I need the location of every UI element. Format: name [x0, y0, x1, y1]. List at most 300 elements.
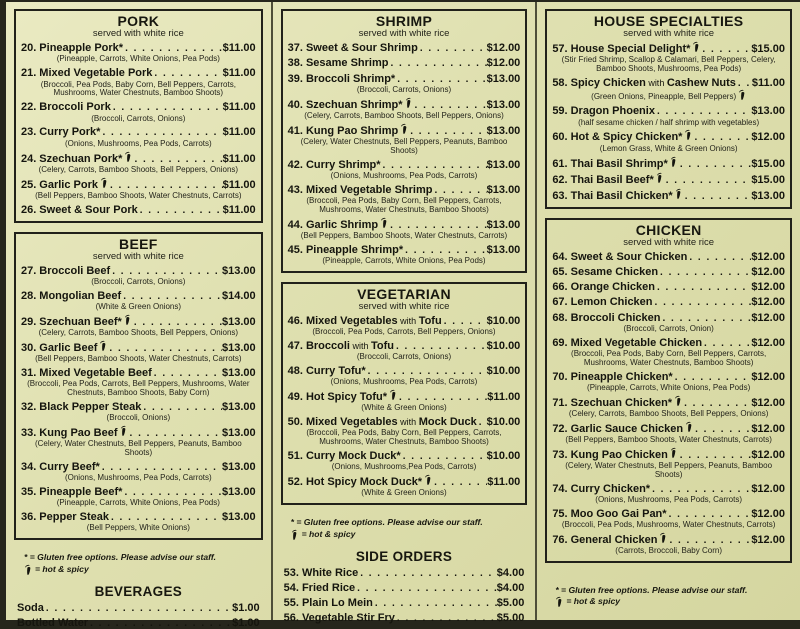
dot-leader: [132, 317, 222, 328]
item-name: Szechuan Beef*: [39, 316, 122, 329]
menu-item: [552, 105, 785, 117]
menu-item: [288, 218, 521, 231]
dot-leader: [394, 341, 487, 352]
item-description: (Pineapple, Carrots, White Onions, Pea Pods): [322, 255, 486, 265]
menu-item: [552, 42, 785, 55]
dot-leader: [477, 417, 487, 428]
menu-item: [552, 483, 785, 495]
item-price: $13.00: [486, 218, 521, 231]
dot-leader: [141, 402, 222, 413]
menu-item: [21, 67, 256, 79]
item-number: 36.: [21, 511, 37, 524]
item-description: (Onions, Mushrooms, Pea Pods, Carrots): [64, 473, 212, 483]
item-number: 53.: [283, 566, 299, 579]
menu-item: [21, 101, 256, 113]
gluten-free-note: * = Gluten free options. Please advise our staff.: [290, 517, 483, 528]
item-price: $11.00: [222, 178, 256, 191]
item-name: Garlic Pork: [39, 178, 98, 191]
item-name: Sweet & Sour Chicken: [570, 251, 688, 264]
item-description: (White & Green Onions): [361, 488, 447, 498]
item-number: 64.: [552, 251, 568, 264]
item-name: Szechuan Shrimp*: [305, 98, 403, 111]
menu-item: [288, 184, 521, 196]
item-number: 48.: [287, 365, 303, 378]
dot-leader: [397, 392, 487, 403]
item-price: $12.00: [751, 482, 785, 495]
dot-leader: [355, 583, 497, 594]
menu-columns: [6, 2, 800, 629]
item-number: 55.: [283, 597, 299, 610]
menu-item: [14, 617, 263, 629]
item-number: 63.: [552, 189, 568, 202]
menu-item: [281, 597, 528, 609]
menu-item: [288, 124, 521, 137]
menu-item: [288, 57, 521, 69]
item-description: (Celery, Water Chestnuts, Bell Peppers, Peanuts, Bamboo Shoots): [300, 136, 508, 155]
dot-leader: [122, 487, 222, 498]
item-name: White Rice: [301, 566, 359, 579]
item-number: 49.: [287, 391, 303, 404]
item-price: $13.00: [486, 158, 521, 171]
chili-pepper-icon: [381, 218, 387, 228]
item-number: 74.: [552, 482, 568, 495]
dot-leader: [653, 297, 752, 308]
item-description: (Green Onions, Pineapple, Bell Peppers): [552, 90, 785, 102]
item-number: 47.: [287, 340, 303, 353]
item-name: Pepper Steak: [39, 511, 109, 524]
item-number: 68.: [552, 311, 568, 324]
item-number: 66.: [552, 281, 568, 294]
item-description: (Celery, Carrots, Bamboo Shoots, Bell Peppers, Onions): [38, 164, 239, 174]
menu-item: [281, 567, 528, 579]
item-price: $12.00: [751, 296, 785, 309]
item-number: 50.: [287, 416, 303, 429]
menu-item: [288, 315, 521, 327]
chili-pepper-icon: [556, 597, 562, 607]
item-description: (Pineapple, Carrots, White Onions, Pea Pods): [587, 382, 751, 392]
item-price: $13.00: [751, 189, 785, 202]
dot-leader: [660, 313, 751, 324]
item-description: (Lemon Grass, White & Green Onions): [599, 143, 738, 153]
item-name: Pineapple Chicken*: [570, 370, 673, 383]
item-name: General Chicken: [570, 533, 658, 546]
menu-section-pork: [14, 9, 263, 223]
item-number: 41.: [287, 124, 303, 137]
menu-item: [552, 508, 785, 520]
item-number: 58.: [552, 77, 568, 90]
item-number: 42.: [287, 158, 303, 171]
item-price: $10.00: [486, 450, 521, 463]
menu-item: [21, 426, 256, 439]
menu-section-shrimp: [281, 9, 528, 273]
item-description: (Broccoli, Carrots, Onions): [356, 84, 452, 94]
item-name: Mongolian Beef: [39, 290, 122, 303]
item-description: (Broccoli, Pea Pods, Baby Corn, Bell Peppers, Carrots, Mushrooms, Water Chestnuts, Bamboo Shoots): [40, 79, 236, 98]
item-price: $12.00: [751, 533, 785, 546]
item-name: Garlic Sauce Chicken: [570, 422, 684, 435]
item-number: 52.: [287, 476, 303, 489]
section-subtitle: served with white rice: [358, 301, 450, 313]
dot-leader: [683, 191, 752, 202]
chili-pepper-icon: [739, 90, 745, 100]
item-number: 37.: [287, 42, 303, 55]
item-number: 20.: [21, 42, 37, 55]
item-number: 33.: [21, 427, 37, 440]
item-description: (Bell Peppers, Bamboo Shoots, Water Chestnuts, Carrots): [35, 354, 242, 364]
item-price: $12.00: [751, 370, 785, 383]
menu-item: [288, 340, 521, 352]
menu-item: [288, 416, 521, 428]
menu-section-vegetarian: [281, 282, 528, 506]
item-number: 57.: [552, 43, 568, 56]
dot-leader: [702, 338, 751, 349]
menu-item: [21, 511, 256, 523]
dot-leader: [678, 159, 752, 170]
item-description: (Celery, Water Chestnuts, Bell Peppers, Peanuts, Bamboo Shoots): [565, 460, 773, 479]
item-price: $11.00: [487, 391, 521, 404]
chili-pepper-icon: [125, 315, 131, 325]
item-description: (Celery, Carrots, Bamboo Shoots, Bell Peppers, Onions): [568, 408, 769, 418]
item-number: 51.: [287, 450, 303, 463]
item-description: (Broccoli, Carrots, Onion): [623, 323, 714, 333]
item-number: 70.: [552, 370, 568, 383]
flex-spacer: [545, 572, 792, 582]
chili-pepper-icon: [292, 530, 298, 540]
menu-item: [552, 312, 785, 324]
section-subtitle: served with white rice: [92, 251, 184, 263]
item-number: 43.: [287, 183, 303, 196]
item-price: $13.00: [486, 183, 521, 196]
item-price: $12.00: [486, 57, 521, 70]
item-description: (Broccoli, Pea Pods, Baby Corn, Bell Peppers, Carrots, Mushrooms, Water Chestnuts, Bamboo Shoots): [306, 195, 502, 214]
menu-item: [21, 42, 256, 54]
dot-leader: [655, 282, 751, 293]
item-description: (Onions, Mushrooms, Pea Pods, Carrots): [330, 377, 478, 387]
chili-pepper-icon: [685, 130, 691, 140]
dot-leader: [442, 316, 487, 327]
menu-column-3: [535, 2, 800, 620]
dot-leader: [381, 160, 487, 171]
item-number: 72.: [552, 422, 568, 435]
menu-item: [21, 367, 256, 379]
item-price: $11.00: [222, 101, 256, 114]
item-price: $13.00: [751, 105, 785, 118]
item-description: (White & Green Onions): [361, 403, 447, 413]
item-price: $12.00: [751, 281, 785, 294]
dot-leader: [433, 185, 487, 196]
menu-item: [288, 244, 521, 256]
item-description: (Onions, Mushrooms, Pea Pods, Carrots): [595, 494, 742, 504]
item-price: $11.00: [751, 77, 785, 90]
item-number: 23.: [21, 126, 37, 139]
item-number: 38.: [287, 57, 303, 70]
menu-item: [288, 159, 521, 171]
menu-item: [552, 396, 785, 409]
dot-leader: [692, 132, 751, 143]
dot-leader: [373, 598, 497, 609]
dot-leader: [664, 175, 752, 186]
item-name: Curry Chicken*: [570, 482, 651, 495]
dot-leader: [395, 613, 497, 624]
item-number: 62.: [552, 173, 568, 186]
item-name-with: with: [645, 78, 667, 89]
item-name: Kung Pao Chicken: [570, 448, 668, 461]
dot-leader: [132, 154, 222, 165]
section-title: CHICKEN: [635, 221, 702, 238]
menu-item: [21, 265, 256, 277]
dot-leader: [658, 267, 751, 278]
item-number: 73.: [552, 448, 568, 461]
item-price: $5.00: [496, 597, 525, 610]
item-number: 22.: [21, 101, 37, 114]
item-name: Mixed Vegetable Chicken: [570, 336, 703, 349]
dot-leader: [88, 618, 232, 629]
menu-item: [281, 582, 528, 594]
section-title: BEVERAGES: [94, 583, 183, 599]
item-description: (Carrots, Broccoli, Baby Corn): [615, 545, 722, 555]
menu-item: [14, 602, 263, 614]
item-name: Spicy Chicken with Cashew Nuts: [570, 77, 736, 90]
item-description: (Broccoli, Pea Pods, Mushrooms, Water Chestnuts, Carrots): [561, 519, 776, 529]
item-number: 76.: [552, 533, 568, 546]
item-number: 30.: [21, 342, 37, 355]
menu-item: [288, 450, 521, 462]
dot-leader: [700, 44, 751, 55]
chili-pepper-icon: [671, 157, 677, 167]
menu-item: [552, 266, 785, 278]
menu-item: [552, 173, 785, 186]
item-description: (Broccoli, Carrots, Onions): [356, 352, 452, 362]
chili-pepper-icon: [101, 178, 107, 188]
item-description: (Onions, Mushrooms,Pea Pods, Carrots): [331, 462, 477, 472]
item-price: $13.00: [486, 98, 521, 111]
item-price: $12.00: [751, 422, 785, 435]
dot-leader: [366, 366, 487, 377]
menu-item: [552, 448, 785, 461]
item-description: (Broccoli, Pea Pods, Baby Corn, Bell Peppers, Carrots, Mushrooms, Water Chestnuts, Bamboo Shoots): [571, 348, 767, 367]
menu-item: [21, 178, 256, 191]
item-price: $13.00: [222, 342, 256, 355]
item-price: $10.00: [486, 315, 521, 328]
item-price: $13.00: [486, 72, 521, 85]
dot-leader: [667, 535, 751, 546]
section-title: HOUSE SPECIALTIES: [593, 13, 744, 29]
menu-item: [21, 341, 256, 354]
section-title: PORK: [117, 13, 160, 29]
dot-leader: [152, 368, 222, 379]
menu-item: [288, 365, 521, 377]
dot-leader: [395, 74, 486, 85]
item-price: $10.00: [486, 416, 521, 429]
dot-leader: [687, 252, 751, 263]
item-name: Pineapple Pork*: [39, 42, 124, 55]
dot-leader: [432, 477, 487, 488]
gluten-free-note: * = Gluten free options. Please advise our staff.: [555, 584, 748, 595]
item-price: $15.00: [751, 43, 785, 56]
menu-item: [21, 126, 256, 138]
section-title: SIDE ORDERS: [355, 548, 453, 564]
item-price: $11.00: [222, 152, 256, 165]
item-price: $12.00: [751, 266, 785, 279]
item-price: $12.00: [751, 311, 785, 324]
item-price: $13.00: [486, 243, 521, 256]
item-name: Broccoli Chicken: [570, 311, 661, 324]
chili-pepper-icon: [406, 98, 412, 108]
item-number: 54.: [283, 581, 299, 594]
item-number: 32.: [21, 401, 37, 414]
menu-item: [552, 533, 785, 546]
dot-leader: [100, 462, 222, 473]
item-price: $1.00: [232, 601, 260, 614]
dot-leader: [401, 451, 487, 462]
item-name: Thai Basil Shrimp*: [570, 157, 668, 170]
menu-item: [21, 152, 256, 165]
item-name: Pineapple Shrimp*: [305, 243, 404, 256]
item-price: $11.00: [222, 203, 256, 216]
item-price: $14.00: [222, 290, 256, 303]
chili-pepper-icon: [401, 124, 407, 134]
item-number: 71.: [552, 396, 568, 409]
chili-pepper-icon: [25, 565, 31, 575]
menu-item: [552, 422, 785, 435]
chili-pepper-icon: [676, 189, 682, 199]
item-number: 45.: [287, 243, 303, 256]
hot-spicy-note: [291, 530, 528, 540]
item-price: $12.00: [751, 448, 785, 461]
item-name: Curry Shrimp*: [305, 158, 381, 171]
item-price: $12.00: [486, 42, 521, 55]
item-number: 25.: [21, 178, 37, 191]
dot-leader: [107, 343, 222, 354]
item-name: Sweet & Sour Pork: [39, 203, 138, 216]
item-name: Dragon Phoenix: [570, 105, 655, 118]
menu-section-chicken: [545, 218, 792, 563]
item-price: $15.00: [751, 157, 785, 170]
dot-leader: [667, 509, 752, 520]
dot-leader: [358, 568, 497, 579]
item-description: (Bell Peppers, Bamboo Shoots, Water Chestnuts, Carrots): [35, 190, 242, 200]
item-price: $12.00: [751, 507, 785, 520]
item-name: Hot Spicy Tofu*: [305, 391, 388, 404]
dot-leader: [650, 484, 751, 495]
section-subtitle: served with white rice: [623, 237, 715, 249]
section-subtitle: served with white rice: [92, 28, 184, 40]
item-price: $11.00: [222, 42, 256, 55]
item-name: Pineapple Beef*: [39, 486, 123, 499]
chili-pepper-icon: [686, 422, 692, 432]
section-title: SHRIMP: [375, 13, 433, 29]
item-description: (Celery, Carrots, Bamboo Shoots, Bell Peppers, Onions): [304, 110, 504, 120]
item-price: $13.00: [222, 511, 256, 524]
chili-pepper-icon: [425, 475, 431, 485]
menu-item: [552, 130, 785, 143]
item-name: Thai Basil Beef*: [570, 173, 654, 186]
dot-leader: [408, 126, 486, 137]
item-price: $12.00: [751, 131, 785, 144]
item-description: (Pineapple, Carrots, White Onions, Pea Pods): [56, 498, 220, 508]
item-price: $13.00: [222, 316, 256, 329]
item-name: Moo Goo Gai Pan*: [570, 507, 667, 520]
item-name-with: with: [349, 341, 371, 352]
item-price: $13.00: [222, 486, 256, 499]
item-number: 29.: [21, 316, 37, 329]
section-title: BEEF: [119, 235, 158, 252]
chili-pepper-icon: [671, 448, 677, 458]
item-number: 69.: [552, 336, 568, 349]
item-price: $1.00: [232, 616, 260, 629]
item-name: Hot & Spicy Chicken*: [570, 131, 683, 144]
item-price: $4.00: [496, 566, 525, 579]
item-number: 61.: [552, 157, 568, 170]
menu-item: [281, 612, 528, 624]
menu-paper: [6, 2, 800, 629]
dot-leader: [152, 68, 222, 79]
menu-item: [552, 251, 785, 263]
item-description: (Bell Peppers, Bamboo Shoots, Water Chestnuts, Carrots): [300, 230, 508, 240]
dot-leader: [111, 102, 223, 113]
item-description: (Broccoli, Pea Pods, Baby Corn, Bell Peppers, Carrots, Mushrooms, Water Chestnuts, Bamboo Shoots): [306, 428, 502, 447]
item-number: 31.: [21, 367, 37, 380]
item-number: 27.: [21, 265, 37, 278]
item-name: Soda: [17, 601, 44, 614]
item-price: $11.00: [487, 476, 521, 489]
dot-leader: [100, 127, 222, 138]
item-description: (Celery, Water Chestnuts, Bell Peppers, Peanuts, Bamboo Shoots): [34, 439, 242, 458]
item-number: 56.: [283, 612, 299, 625]
item-name: House Special Delight*: [570, 43, 691, 56]
item-name: Broccoli Shrimp*: [305, 72, 396, 85]
item-price: $13.00: [222, 461, 256, 474]
dot-leader: [693, 424, 751, 435]
item-number: 26.: [21, 203, 37, 216]
item-number: 59.: [552, 105, 568, 118]
item-name: Mixed Vegetables with Mock Duck: [305, 416, 477, 429]
item-price: $13.00: [222, 265, 256, 278]
menu-item: [552, 337, 785, 349]
item-price: $10.00: [486, 340, 521, 353]
menu-item: [21, 486, 256, 498]
item-price: $15.00: [751, 173, 785, 186]
menu-item: [552, 296, 785, 308]
item-name: Sesame Chicken: [570, 266, 659, 279]
legend-notes: [545, 584, 792, 607]
item-name: Orange Chicken: [570, 281, 655, 294]
item-name: Broccoli Beef: [39, 265, 111, 278]
item-name: Garlic Beef: [39, 342, 98, 355]
section-subtitle: served with white rice: [358, 28, 450, 40]
dot-leader: [138, 205, 223, 216]
item-price: $12.00: [751, 396, 785, 409]
dot-leader: [736, 78, 752, 89]
item-description: (Broccoli, Pea Pods, Carrots, Bell Peppers, Mushrooms, Water Chestnuts, Bamboo Shoots, Baby Corn): [27, 379, 250, 398]
chili-pepper-icon: [693, 42, 699, 52]
hot-spicy-note-text: = hot & spicy: [35, 564, 89, 575]
item-name: Plain Lo Mein: [301, 597, 373, 610]
item-name: Hot Spicy Mock Duck*: [305, 476, 423, 489]
item-number: 44.: [287, 218, 303, 231]
item-description: (Broccoli, Pea Pods, Carrots, Bell Peppers, Onions): [312, 327, 496, 337]
item-name: Broccoli Pork: [39, 101, 111, 114]
item-name: Kung Pao Beef: [39, 427, 118, 440]
section-title: VEGETARIAN: [357, 285, 451, 302]
item-description: (half sesame chicken / half shrimp with vegetables): [578, 117, 760, 127]
menu-item: [288, 390, 521, 403]
chili-pepper-icon: [660, 533, 666, 543]
item-number: 39.: [287, 72, 303, 85]
menu-item: [552, 77, 785, 89]
item-price: $4.00: [496, 581, 525, 594]
item-price: $11.00: [222, 67, 256, 80]
